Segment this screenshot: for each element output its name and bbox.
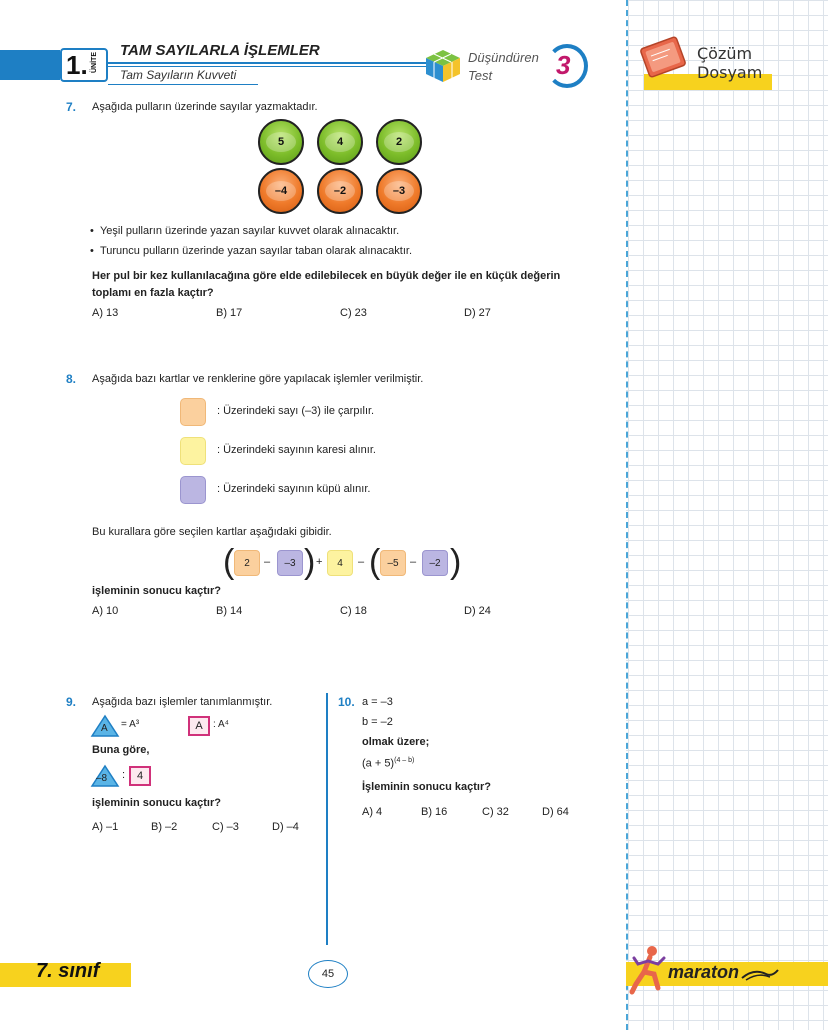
side-title-line2: Dosyam	[697, 63, 763, 82]
q7-option-d[interactable]: D) 27	[464, 307, 491, 319]
q10-line-a: a = –3	[362, 696, 393, 708]
header-rule	[108, 62, 428, 64]
q8-intro: Aşağıda bazı kartlar ve renklerine göre yapılacak işlemler verilmiştir.	[92, 373, 424, 385]
q10-question: İşleminin sonucu kaçtır?	[362, 781, 491, 793]
q10-number: 10.	[338, 695, 355, 709]
expr-card-purple	[422, 550, 448, 576]
expr-card-yellow	[327, 550, 353, 576]
q10-expression	[362, 757, 414, 770]
green-coin	[317, 119, 363, 165]
header-rule-thin	[108, 66, 428, 67]
green-coin	[258, 119, 304, 165]
bullet-text: Turuncu pulların üzerinde yazan sayılar taban olarak alınacaktır.	[99, 245, 413, 257]
q9-number: 9.	[66, 695, 77, 709]
subtitle-rule	[108, 84, 258, 85]
q8-option-d[interactable]: D) 24	[464, 605, 491, 617]
q7-bullet-1: • Yeşil pulların üzerinde yazan sayılar kuvvet olarak alınacaktır.	[90, 225, 400, 237]
q7-bullet-2: • Turuncu pulların üzerinde yazan sayılar taban olarak alınacaktır.	[90, 245, 413, 257]
close-paren: )	[304, 543, 316, 581]
expr-base: (a + 5)	[362, 757, 395, 770]
q10-option-a[interactable]: A) 4	[362, 806, 383, 818]
card-value: 2	[244, 557, 250, 569]
q10-line-b: b = –2	[362, 716, 393, 728]
operator: –	[358, 556, 365, 568]
card-value: 4	[337, 557, 343, 569]
box-value: 4	[136, 770, 144, 782]
orange-card	[180, 398, 206, 426]
expr-card-orange	[234, 550, 260, 576]
page-title: TAM SAYILARLA İŞLEMLER	[120, 42, 320, 59]
q8-rule-yellow: : Üzerindeki sayının karesi alınır.	[217, 444, 376, 456]
expr-colon: :	[122, 769, 126, 781]
q8-selected-intro: Bu kurallara göre seçilen kartlar aşağıdaki gibidir.	[92, 526, 332, 538]
q10-option-b[interactable]: B) 16	[421, 806, 448, 818]
q8-question: işleminin sonucu kaçtır?	[92, 585, 221, 597]
solution-grid-panel	[626, 0, 828, 1030]
expr-card-orange	[380, 550, 406, 576]
card-value: –2	[429, 557, 441, 569]
notebook-icon	[636, 34, 690, 80]
runner-icon	[628, 944, 668, 996]
column-divider	[326, 693, 328, 945]
green-coin	[376, 119, 422, 165]
yellow-card	[180, 437, 206, 465]
orange-coin	[317, 168, 363, 214]
triangle-letter: A	[101, 723, 108, 734]
expr-card-purple	[277, 550, 303, 576]
q9-intro: Aşağıda bazı işlemler tanımlanmıştır.	[92, 696, 273, 708]
operator: +	[316, 556, 323, 568]
orange-coin	[376, 168, 422, 214]
q9-question: işleminin sonucu kaçtır?	[92, 797, 221, 809]
pink-box	[129, 766, 151, 786]
unit-tab	[0, 50, 60, 80]
q8-number: 8.	[66, 372, 77, 386]
q7-intro: Aşağıda pulların üzerinde sayılar yazmaktadır.	[92, 101, 318, 113]
card-value: –3	[284, 557, 296, 569]
coin-value: –4	[274, 185, 288, 197]
coin-value: 4	[336, 136, 344, 148]
triangle-definition: = A³	[121, 719, 140, 730]
operator: –	[410, 556, 417, 568]
q9-option-d[interactable]: D) –4	[272, 821, 299, 833]
q9-option-b[interactable]: B) –2	[151, 821, 178, 833]
open-paren: (	[223, 543, 235, 581]
test-label-line1: Düşündüren	[468, 50, 539, 65]
q9-buna-gore: Buna göre,	[92, 744, 150, 756]
q7-option-a[interactable]: A) 13	[92, 307, 119, 319]
side-title-line1: Çözüm	[697, 44, 753, 63]
unit-number: 1.	[66, 50, 88, 80]
q10-olmak-uzere: olmak üzere;	[362, 736, 430, 748]
q8-rule-purple: : Üzerindeki sayının küpü alınır.	[217, 483, 371, 495]
expr-exponent: (4 – b)	[394, 757, 415, 764]
card-value: –5	[387, 557, 399, 569]
page-number: 45	[308, 960, 348, 988]
bullet-text: Yeşil pulların üzerinde yazan sayılar kuvvet olarak alınacaktır.	[99, 225, 400, 237]
q9-option-c[interactable]: C) –3	[212, 821, 239, 833]
coin-value: –2	[333, 185, 347, 197]
orange-coin	[258, 168, 304, 214]
close-paren: )	[450, 543, 462, 581]
box-definition: : A⁴	[213, 719, 229, 730]
q7-option-b[interactable]: B) 17	[216, 307, 243, 319]
purple-card	[180, 476, 206, 504]
q7-question-line1: Her pul bir kez kullanılacağına göre elde edilebilecek en büyük değer ile en küçük değerin	[92, 270, 561, 282]
test-number: 3	[556, 50, 571, 80]
test-label-line2: Test	[468, 68, 493, 83]
q8-option-b[interactable]: B) 14	[216, 605, 243, 617]
q9-option-a[interactable]: A) –1	[92, 821, 119, 833]
q7-question-line2: toplamı en fazla kaçtır?	[92, 287, 214, 299]
swoosh-icon	[740, 966, 780, 982]
grade-label: 7. sınıf	[36, 960, 100, 982]
open-paren: (	[369, 543, 381, 581]
q10-option-c[interactable]: C) 32	[482, 806, 509, 818]
q8-rule-orange: : Üzerindeki sayı (–3) ile çarpılır.	[217, 405, 375, 417]
page-subtitle: Tam Sayıların Kuvveti	[120, 68, 237, 82]
brand-name: maraton	[668, 962, 740, 982]
q7-number: 7.	[66, 100, 77, 114]
coin-value: –3	[392, 185, 406, 197]
q8-option-c[interactable]: C) 18	[340, 605, 367, 617]
pink-box	[188, 716, 210, 736]
q8-option-a[interactable]: A) 10	[92, 605, 119, 617]
unit-word: ÜNİTE	[91, 52, 98, 73]
box-letter: A	[195, 720, 203, 732]
triangle-value: –8	[96, 773, 108, 784]
coin-value: 2	[395, 136, 403, 148]
operator: –	[264, 556, 271, 568]
coin-value: 5	[277, 136, 285, 148]
q7-option-c[interactable]: C) 23	[340, 307, 367, 319]
q10-option-d[interactable]: D) 64	[542, 806, 569, 818]
cube-icon	[424, 48, 462, 84]
